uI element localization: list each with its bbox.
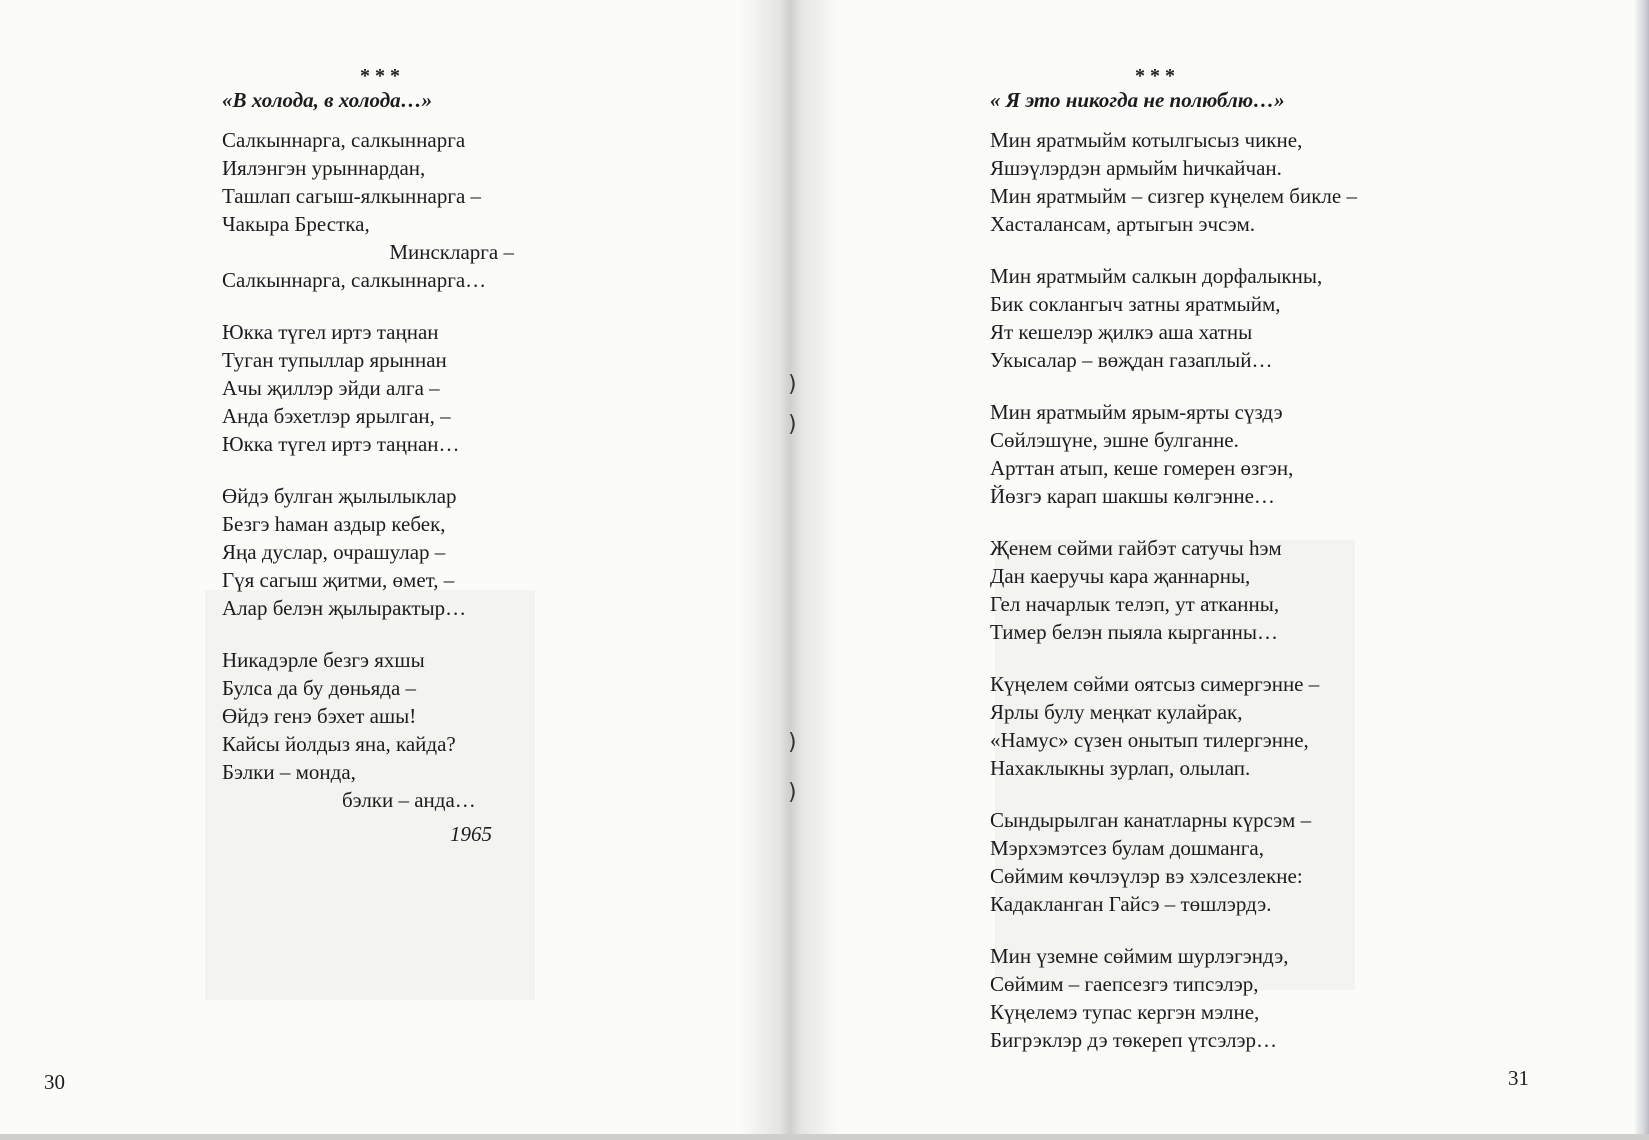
poem-line: Яшэүлэрдэн армыйм һичкайчан.: [990, 156, 1282, 180]
poem-line: Сөймим – гаепсезгэ типсэлэр,: [990, 972, 1259, 996]
poem-line: Күңелемэ тупас кергэн мэлне,: [990, 1000, 1260, 1024]
book-gutter: [740, 0, 840, 1140]
poem-line: Юкка түгел иртэ таңнан…: [222, 432, 460, 456]
poem-line: Иялэнгэн урыннардан,: [222, 156, 426, 180]
poem-line: Мин яратмыйм котылгысыз чикне,: [990, 128, 1303, 152]
stanza: [990, 534, 1410, 646]
stanza: [222, 126, 522, 294]
poem-line: Ташлап сагыш-ялкыннарга –: [222, 184, 482, 208]
poem-title: «В холода, в холода…»: [222, 88, 433, 112]
poem-line: Яңа дуслар, очрашулар –: [222, 540, 446, 564]
page-number: 30: [44, 1070, 65, 1094]
stanza: [990, 670, 1410, 782]
poem-line: Юкка түгел иртэ таңнан: [222, 320, 439, 344]
left-poem: [222, 66, 522, 848]
poem-line: Ят кешелэр җилкэ аша хатны: [990, 320, 1253, 344]
page-edge: [1635, 0, 1649, 1140]
poem-line: бэлки – анда…: [342, 788, 476, 812]
poem-line: Мин яратмыйм ярым-ярты сүздэ: [990, 400, 1283, 424]
stanza: [222, 318, 522, 458]
poem-line: Хасталансам, артыгын эчсэм.: [990, 212, 1256, 236]
poem-line: Салкыннарга, салкыннарга…: [222, 268, 487, 292]
section-stars: * * *: [1135, 65, 1175, 87]
stanza: [990, 126, 1410, 238]
poem-title: « Я это никогда не полюблю…»: [990, 88, 1285, 112]
poem-line: Минскларга –: [389, 240, 514, 264]
poem-line: Булса да бу дөньяда –: [222, 676, 417, 700]
poem-line: Чакыра Брестка,: [222, 212, 370, 236]
poem-line: Анда бэхетлэр ярылган, –: [222, 404, 451, 428]
stanza: [990, 262, 1410, 374]
stanza: [990, 398, 1410, 510]
section-stars: * * *: [360, 65, 400, 87]
poem-line: Дан каеручы кара җаннарны,: [990, 564, 1251, 588]
poem-line: Ярлы булу меңкат кулайрак,: [990, 700, 1243, 724]
staple-icon: ): [788, 372, 797, 397]
stanza: [222, 482, 522, 622]
staple-icon: ): [788, 730, 797, 755]
poem-line: Ачы җиллэр эйди алга –: [222, 376, 440, 400]
stanza: [990, 806, 1410, 918]
poem-line: Тимер белэн пыяла кырганны…: [990, 620, 1279, 644]
poem-line: Өйдэ генэ бэхет ашы!: [222, 704, 417, 728]
poem-line: Сөйлэшүне, эшне булганне.: [990, 428, 1239, 452]
poem-line: Гел начарлык телэп, ут атканны,: [990, 592, 1280, 616]
poem-line: Күңелем сөйми оятсыз симергэнне –: [990, 672, 1320, 696]
poem-line: Мин яратмыйм – сизгер күңелем бикле –: [990, 184, 1357, 208]
poem-line: Никадэрле безгэ яхшы: [222, 648, 425, 672]
poem-line: Бигрэклэр дэ төкереп үтсэлэр…: [990, 1028, 1277, 1052]
poem-line: Нахаклыкны зурлап, олылап.: [990, 756, 1251, 780]
poem-line: Мин яратмыйм салкын дорфалыкны,: [990, 264, 1323, 288]
stanza: [222, 646, 522, 814]
poem-line: Кадакланган Гайсэ – төшлэрдэ.: [990, 892, 1272, 916]
poem-line: Укысалар – вөҗдан газаплый…: [990, 348, 1273, 372]
page-number: 31: [1508, 1066, 1529, 1090]
poem-year: 1965: [450, 822, 492, 846]
poem-line: Туган тупыллар ярыннан: [222, 348, 447, 372]
right-poem: [990, 66, 1410, 1054]
poem-line: Мин үземне сөймим шурлэгэндэ,: [990, 944, 1289, 968]
stanza: [990, 942, 1410, 1054]
poem-line: Бэлки – монда,: [222, 760, 356, 784]
poem-line: Өйдэ булган җылылыклар: [222, 484, 457, 508]
staple-icon: ): [788, 412, 797, 437]
poem-line: Йөзгэ карап шакшы көлгэнне…: [990, 484, 1275, 508]
poem-line: Сындырылган канатларны күрсэм –: [990, 808, 1312, 832]
poem-line: «Намус» сүзен онытып тилергэнне,: [990, 728, 1309, 752]
poem-line: Кайсы йолдыз яна, кайда?: [222, 732, 456, 756]
poem-line: Безгэ һаман аздыр кебек,: [222, 512, 446, 536]
staple-icon: ): [788, 780, 797, 805]
poem-line: Мэрхэмэтсез булам дошманга,: [990, 836, 1264, 860]
poem-line: Сөймим көчлэүлэр вэ хэлсезлекне:: [990, 864, 1303, 888]
poem-line: Алар белэн җылырактыр…: [222, 596, 467, 620]
scan-edge: [0, 1134, 1649, 1140]
poem-line: Гүя сагыш җитми, өмет, –: [222, 568, 455, 592]
poem-line: Салкыннарга, салкыннарга: [222, 128, 466, 152]
poem-line: Җенем сөйми гайбэт сатучы һэм: [990, 536, 1282, 560]
poem-line: Арттан атып, кеше гомерен өзгэн,: [990, 456, 1294, 480]
poem-line: Бик соклангыч затны яратмыйм,: [990, 292, 1281, 316]
